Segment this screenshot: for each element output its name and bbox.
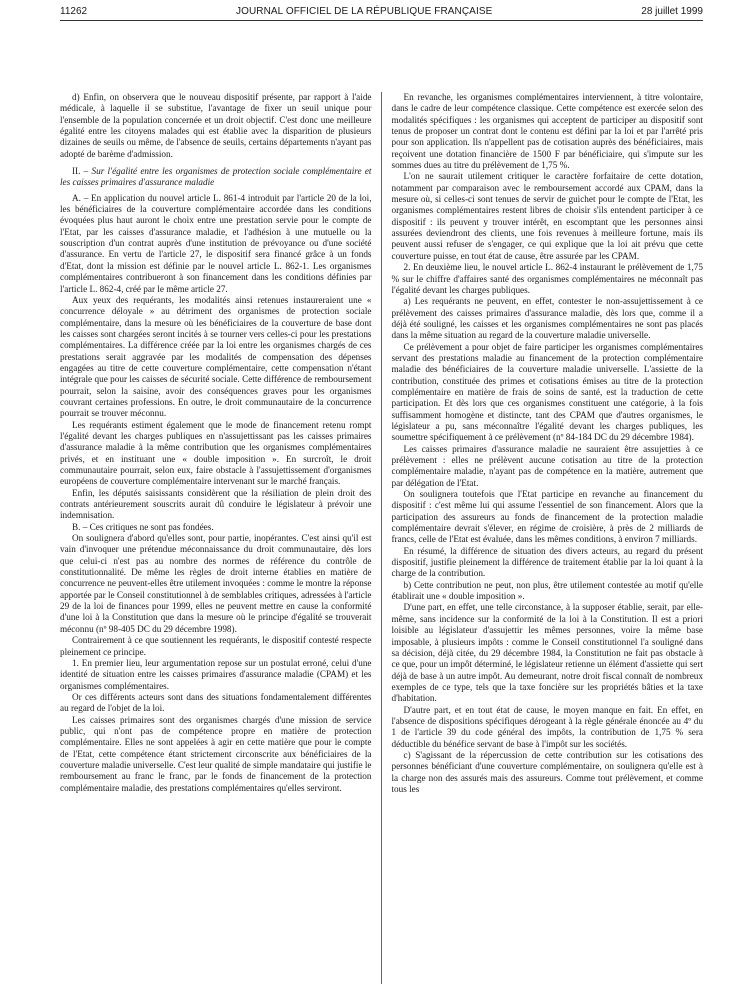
paragraph: 1. En premier lieu, leur argumentation repose sur un postulat erroné, celui d'une identité de situation entre les caisses primaires d'assurance maladie (CPAM) et les organismes complémentaires.: [60, 657, 372, 691]
journal-title: JOURNAL OFFICIEL DE LA RÉPUBLIQUE FRANÇAISE: [235, 5, 493, 17]
paragraph: Enfin, les députés saisissants considèrent que la résiliation de plein droit des contrats antérieurement souscrits aurait dû conduire le législateur à prévoir une indemnisation.: [60, 487, 372, 521]
paragraph: D'une part, en effet, une telle circonstance, à la supposer établie, serait, par elle-même, sans incidence sur la conformité de la loi à la Constitution. Il est a priori loisible au législateur d'assujettir les mêmes personnes, voire la même base imposable, à plusieurs impôts : comme le Conseil constitutionnel l'a souligné dans sa décision, déjà citée, du 29 décembre 1984, la Constitution ne fait pas obstacle à ce que, pour un impôt déterminé, le législateur retienne un élément d'assiette qui sert déjà de base à un autre impôt. Au demeurant, notre droit fiscal connaît de nombreux exemples de ce type, tels que la taxe foncière sur les propriétés bâties et la taxe d'habitation.: [391, 602, 703, 704]
paragraph: L'on ne saurait utilement critiquer le caractère forfaitaire de cette dotation, notamment par comparaison avec le remboursement accordé aux CPAM, dans la mesure où, si celles-ci sont tenues de servir de guichet pour le compte de l'Etat, les organismes complémentaires restent libres de choisir s'ils entendent participer à ce dispositif : ils peuvent y trouver intérêt, en escomptant que les personnes ainsi assurées deviendront des clients, une fois revenues à meilleure fortune, mais ils peuvent aussi refuser de s'engager, ce qui explique que la loi ait prévu que cette couverture puisse, en tout état de cause, être assurée par les CPAM.: [391, 171, 703, 261]
paragraph: Ce prélèvement a pour objet de faire participer les organismes complémentaires servant des prestations maladie au financement de la protection complémentaire maladie des bénéficiaires de la couverture maladie universelle. L'assiette de la contribution, constituée des primes et cotisations émises au titre de la protection complémentaire en matière de frais de soins de santé, est la traduction de cette participation. Et dès lors que ces organismes constituent une catégorie, à la fois suffisamment homogène et distincte, tant des CPAM que d'autres organismes, le législateur a pu, sans méconnaître l'égalité devant les charges publiques, les soumettre spécifiquement à ce prélèvement (nº 84-184 DC du 29 décembre 1984).: [391, 341, 703, 443]
paragraph: On soulignera d'abord qu'elles sont, pour partie, inopérantes. C'est ainsi qu'il est vain d'invoquer une prétendue méconnaissance du droit communautaire, dès lors que celui-ci n'est pas au nombre des normes de référence du contrôle de constitutionnalité. De même les règles de droit interne établies en matière de concurrence ne peuvent-elles être utilement invoquées : comme le montre la réponse apportée par le Conseil constitutionnel à de semblables critiques, adressées à l'article 29 de la loi de finances pour 1999, elles ne peuvent mettre en cause la conformité d'une loi à la Constitution que dans la mesure où le principe d'égalité se trouverait méconnu (nº 98-405 DC du 29 décembre 1998).: [60, 533, 372, 634]
paragraph: b) Cette contribution ne peut, non plus, être utilement contestée au motif qu'elle établirait une « double imposition ».: [391, 579, 703, 602]
paragraph: Aux yeux des requérants, les modalités ainsi retenues instaureraient une « concurrence déloyale » au détriment des organismes de protection sociale complémentaire, dans la mesure où les bénéficiaires de la couverture de base dont les caisses sont chargées seront incités à se tourner vers celles-ci pour les prestations complémentaires. La différence créée par la loi entre les organismes chargés de ces prestations serait aggravée par les modalités de compensation des dépenses engagées au titre de cette couverture complémentaire, cette compensation n'étant intégrale que pour les caisses de sécurité sociale. Cette différence de remboursement pourrait, selon la saisine, avoir des conséquences graves pour les organismes couvrant certaines professions. En outre, le droit communautaire de la concurrence pourrait se trouver méconnu.: [60, 294, 372, 419]
paragraph: d) Enfin, on observera que le nouveau dispositif présente, par rapport à l'aide médicale, à laquelle il se substitue, l'avantage de fixer un seuil unique pour l'ensemble de la population concernée et un droit objectif. C'est donc une meilleure égalité entre les citoyens malades qui est établie avec la disparition de plusieurs dizaines de seuils ou même, de l'absence de seuils, certains départements n'ayant pas adopté de barème d'admission.: [60, 92, 372, 159]
paragraph: a) Les requérants ne peuvent, en effet, contester le non-assujettissement à ce prélèvement des caisses primaires d'assurance maladie, dès lors que, comme il a déjà été souligné, les caisses et les organismes complémentaires ne sont pas placés dans la même situation au regard de la couverture maladie universelle.: [391, 296, 703, 341]
paragraph: c) S'agissant de la répercussion de cette contribution sur les cotisations des personnes bénéficiant d'une couverture complémentaire, on soulignera qu'elle est à la charge non des assurés mais des assureurs. Comme tout prélèvement, et comme tous les: [391, 749, 703, 794]
paragraph: Les requérants estiment également que le mode de financement retenu rompt l'égalité devant les charges publiques en n'assujettissant pas les caisses primaires d'assurance maladie à la même contribution que les organismes complémentaires privés, et en instituant une « double imposition ». En surcroît, le droit communautaire pourrait, selon eux, faire obstacle à l'assujettissement d'organismes européens de couverture complémentaire intervenant sur le marché français.: [60, 419, 372, 487]
paragraph: Or ces différents acteurs sont dans des situations fondamentalement différentes au regard de l'objet de la loi.: [60, 691, 372, 714]
paragraph: D'autre part, et en tout état de cause, le moyen manque en fait. En effet, en l'absence de dispositions spécifiques dérogeant à la règle générale énoncée au 4º du 1 de l'article 39 du code général des impôts, la contribution de 1,75 % sera déductible du bénéfice servant de base à l'impôt sur les sociétés.: [391, 704, 703, 749]
page-header: [60, 2, 703, 21]
paragraph: B. – Ces critiques ne sont pas fondées.: [72, 521, 214, 532]
section-number: II. –: [72, 166, 92, 177]
paragraph: On soulignera toutefois que l'Etat participe en revanche au financement du dispositif : c'est même lui qui assume l'essentiel de son financement. Alors que la participation des assureurs au fonds de financement de la protection maladie complémentaire devrait s'élever, en régime de croisière, à près de 2 milliards de francs, celle de l'Etat est évaluée, dans les mêmes conditions, à environ 7 milliards.: [391, 489, 703, 545]
paragraph: En résumé, la différence de situation des divers acteurs, au regard du présent dispositif, justifie pleinement la différence de traitement établie par la loi quant à la charge de la contribution.: [391, 545, 703, 579]
publication-date: 28 juillet 1999: [641, 5, 703, 17]
paragraph: 2. En deuxième lieu, le nouvel article L. 862-4 instaurant le prélèvement de 1,75 % sur le chiffre d'affaires santé des organismes complémentaires ne méconnaît pas l'égalité devant les charges publiques.: [391, 262, 703, 295]
text-columns: [60, 92, 703, 984]
paragraph: Les caisses primaires d'assurance maladie ne sauraient être assujetties à ce prélèvement : elles ne prélèvent aucune cotisation au titre de la protection complémentaire maladie, n'ayant pas de compétence en la matière, autrement que par délégation de l'Etat.: [391, 443, 703, 488]
left-column: [60, 92, 382, 984]
section-heading: [60, 166, 372, 189]
paragraph: A. – En application du nouvel article L. 861-4 introduit par l'article 20 de la loi, les bénéficiaires de la couverture complémentaire accordée dans les conditions évoquées plus haut auront le choix entre une prestation servie pour le compte de l'Etat, par les caisses d'assurance maladie, et l'adhésion à une mutuelle ou la souscription d'un contrat auprès d'une institution de prévoyance ou d'une société d'assurance. En vertu de l'article 27, le dispositif sera financé grâce à un fonds d'Etat, dont la mission est définie par le nouvel article L. 862-1. Les organismes complémentaires contribueront à son financement dans les conditions définies par l'article L. 862-4, créé par le même article 27.: [60, 192, 372, 294]
paragraph: En revanche, les organismes complémentaires interviennent, à titre volontaire, dans le cadre de leur compétence classique. Cette compétence est exercée selon des modalités spécifiques : les organismes qui acceptent de participer au dispositif sont tenus de proposer un contrat dont le contenu est défini par la loi et par l'arrêté pris pour son application. Ils n'appellent pas de cotisation auprès des bénéficiaires, mais reçoivent une dotation financière de 1500 F par bénéficiaire, qui s'impute sur les sommes dues au titre du prélèvement de 1,75 %.: [391, 92, 703, 171]
section-title: Sur l'égalité entre les organismes de protection sociale complémentaire et les caisses primaires d'assurance maladie: [60, 166, 372, 188]
paragraph: Les caisses primaires sont des organismes chargés d'une mission de service public, qui n'ont pas de compétence propre en matière de protection complémentaire. Elles ne sont appelées à agir en cette matière que pour le compte de l'Etat, cette compétence étant strictement circonscrite aux bénéficiaires de la couverture maladie universelle. C'est leur qualité de simple mandataire qui justifie le remboursement au franc le franc, par le fonds de financement de la protection complémentaire maladie, des prestations complémentaires qu'elles serviront.: [60, 714, 372, 793]
page-number: 11262: [60, 5, 88, 17]
paragraph: Contrairement à ce que soutiennent les requérants, le dispositif contesté respecte pleinement ce principe.: [60, 635, 372, 657]
right-column: [382, 92, 704, 984]
